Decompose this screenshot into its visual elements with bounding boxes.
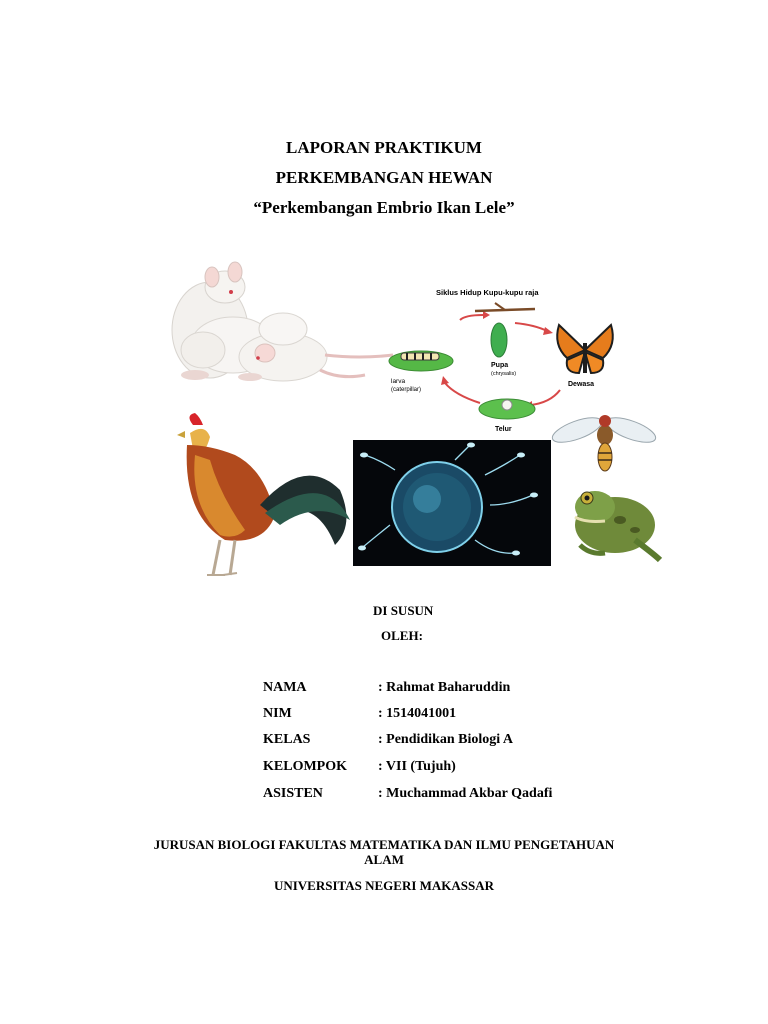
label-telur: Telur	[495, 426, 512, 433]
department-line1: JURUSAN BIOLOGI FAKULTAS MATEMATIKA DAN ILMU PENGETAHUAN	[153, 837, 615, 852]
report-course: PERKEMBANGAN HEWAN	[275, 168, 493, 187]
byline-line2: OLEH:	[381, 628, 423, 643]
monarch-butterfly	[557, 325, 613, 373]
butterfly-lifecycle-diagram	[389, 288, 613, 433]
cover-collage	[165, 255, 665, 585]
identity-value: : Rahmat Baharuddin	[378, 680, 511, 695]
frog-illustration	[575, 491, 660, 560]
rooster-illustration	[177, 413, 350, 575]
identity-value: : VII (Tujuh)	[378, 759, 456, 774]
label-pupa: Pupa	[491, 362, 509, 369]
label-dewasa: Dewasa	[568, 381, 595, 388]
identity-label: ASISTEN	[263, 786, 323, 801]
fruit-fly-illustration	[549, 413, 658, 471]
department-line2: ALAM	[364, 852, 404, 867]
label-pupa-sub: (chrysalis)	[491, 371, 517, 377]
identity-row-kelas	[263, 732, 683, 750]
byline-line1: DI SUSUN	[373, 603, 434, 618]
identity-label: KELAS	[263, 732, 311, 747]
identity-value: : Muchammad Akbar Qadafi	[378, 786, 553, 801]
identity-row-nama	[263, 680, 683, 698]
identity-label: NAMA	[263, 680, 307, 695]
identity-row-nim	[263, 706, 683, 724]
identity-label: NIM	[263, 706, 292, 721]
label-larva: larva	[391, 378, 406, 385]
lifecycle-title: Siklus Hidup Kupu-kupu raja	[436, 288, 539, 297]
identity-label: KELOMPOK	[263, 759, 347, 774]
report-subtitle: “Perkembangan Embrio Ikan Lele”	[253, 198, 515, 217]
egg-sperm-image	[353, 440, 551, 566]
identity-value: : 1514041001	[378, 706, 457, 721]
identity-value: : Pendidikan Biologi A	[378, 732, 513, 747]
report-title: LAPORAN PRAKTIKUM	[286, 138, 482, 157]
identity-row-asisten	[263, 786, 683, 804]
label-larva-sub: (caterpillar)	[391, 387, 422, 393]
identity-row-kelompok	[263, 759, 683, 777]
university-name: UNIVERSITAS NEGERI MAKASSAR	[273, 878, 495, 893]
mice-illustration	[172, 262, 393, 381]
